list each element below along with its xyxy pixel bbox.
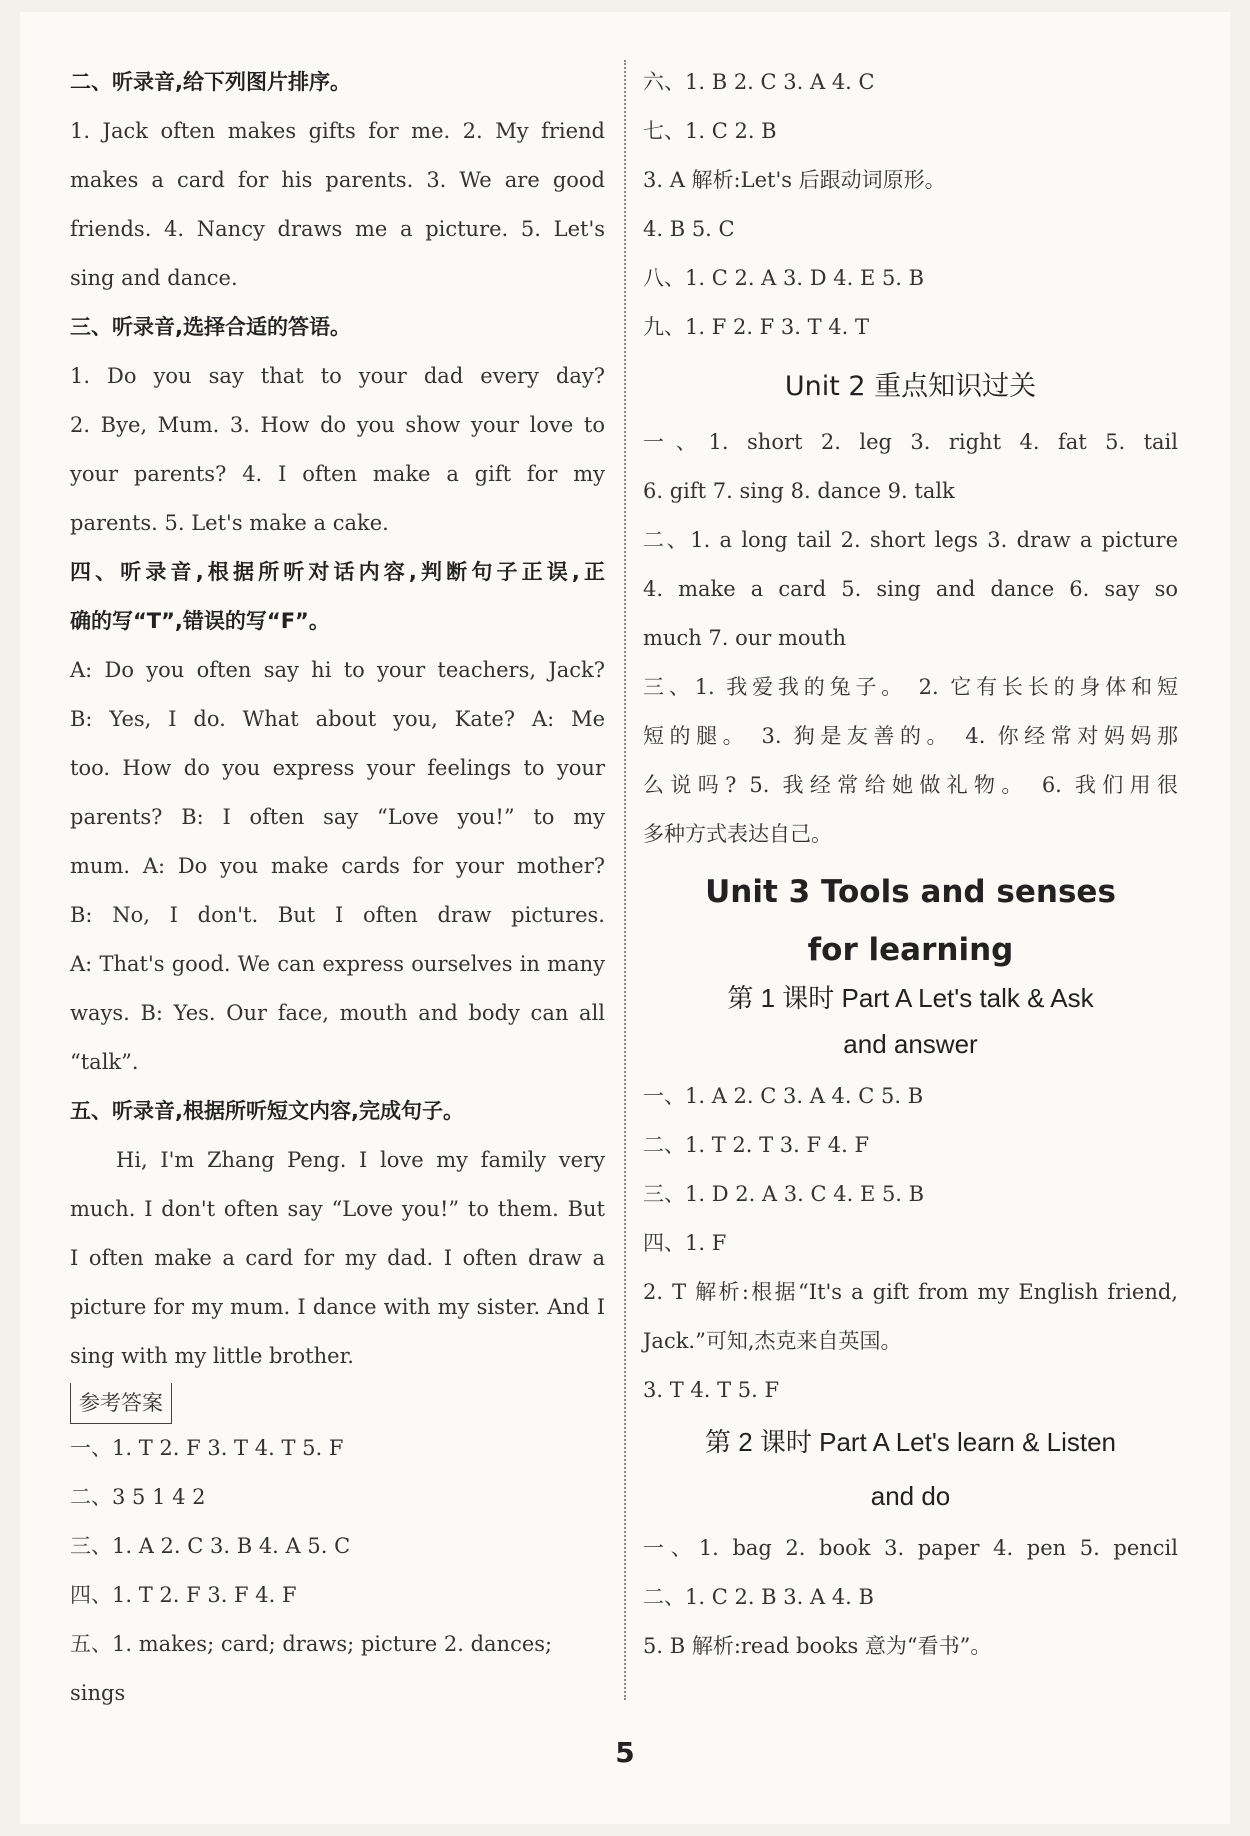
text-line: 多种方式表达自己。	[643, 822, 832, 846]
answer-line: 3. A 解析:Let's 后跟动词原形。	[643, 168, 946, 192]
text-line: B: Yes, I do. What about you, Kate? A: Me	[70, 707, 605, 731]
lesson2-answers	[643, 1524, 1178, 1671]
text-line: Jack.”可知,杰克来自英国。	[643, 1329, 902, 1353]
unit2-answers	[643, 418, 1178, 859]
answer-line: 五、1. makes; card; draws; picture 2. dances;	[70, 1632, 553, 1656]
lesson1-heading-line1: 第 1 课时 Part A Let's talk & Ask	[727, 983, 1094, 1013]
text-line: friends. 4. Nancy draws me a picture. 5. Let's	[70, 217, 605, 241]
text-line: B: No, I don't. But I often draw pictures.	[70, 903, 605, 927]
text-line: Hi, I'm Zhang Peng. I love my family very	[116, 1148, 605, 1172]
text-line: 三、1. D 2. A 3. C 4. E 5. B	[643, 1182, 925, 1206]
text-line: ways. B: Yes. Our face, mouth and body can all	[70, 1001, 605, 1025]
answer-line: 一、1. T 2. F 3. T 4. T 5. F	[70, 1436, 344, 1460]
text-line: 2. Bye, Mum. 3. How do you show your love to	[70, 413, 605, 437]
answer-key-lines	[70, 1424, 605, 1718]
answer-line: 三、1. A 2. C 3. B 4. A 5. C	[70, 1534, 351, 1558]
answer-line: 八、1. C 2. A 3. D 4. E 5. B	[643, 266, 925, 290]
answer-line: sings	[70, 1681, 126, 1705]
text-line: picture for my mum. I dance with my sister. And I	[70, 1295, 605, 1319]
text-line: too. How do you express your feelings to your	[70, 756, 605, 780]
answer-key-label: 参考答案	[70, 1383, 172, 1424]
text-line: 4. make a card 5. sing and dance 6. say so	[643, 577, 1178, 601]
answer-key-heading	[70, 1383, 605, 1424]
text-line: mum. A: Do you make cards for your mother?	[70, 854, 605, 878]
text-line: “talk”.	[70, 1050, 139, 1074]
answer-line: 六、1. B 2. C 3. A 4. C	[643, 70, 875, 94]
section-heading: 二、听录音,给下列图片排序。	[70, 70, 351, 94]
lesson1-heading-line2: and answer	[843, 1029, 978, 1059]
text-line: your parents? 4. I often make a gift for my	[70, 462, 605, 486]
text-line: 三、1. 我爱我的兔子。 2. 它有长长的身体和短	[643, 675, 1178, 699]
text-line: 一、1. short 2. leg 3. right 4. fat 5. tail	[643, 430, 1178, 454]
unit1-answers-continued	[643, 58, 1178, 352]
text-line: 短的腿。 3. 狗是友善的。 4. 你经常对妈妈那	[643, 724, 1178, 748]
answer-line: 4. B 5. C	[643, 217, 735, 241]
lesson2-heading-line1: 第 2 课时 Part A Let's learn & Listen	[704, 1427, 1117, 1457]
text-line: A: Do you often say hi to your teachers, Jack?	[70, 658, 605, 682]
text-line: 二、1. T 2. T 3. F 4. F	[643, 1133, 870, 1157]
text-line: 1. Do you say that to your dad every day?	[70, 364, 605, 388]
text-line: 1. Jack often makes gifts for me. 2. My friend	[70, 119, 605, 143]
section-heading: 确的写“T”,错误的写“F”。	[70, 609, 330, 633]
section-heading: 三、听录音,选择合适的答语。	[70, 315, 351, 339]
section-heading: 五、听录音,根据所听短文内容,完成句子。	[70, 1099, 464, 1123]
text-line: much 7. our mouth	[643, 626, 847, 650]
left-lines	[70, 58, 605, 1381]
text-line: much. I don't often say “Love you!” to them. But	[70, 1197, 605, 1221]
text-line: 一、1. bag 2. book 3. paper 4. pen 5. pencil	[643, 1536, 1178, 1560]
answer-line: 四、1. T 2. F 3. F 4. F	[70, 1583, 297, 1607]
text-line: 一、1. A 2. C 3. A 4. C 5. B	[643, 1084, 924, 1108]
text-line: 四、1. F	[643, 1231, 727, 1255]
text-line: sing with my little brother.	[70, 1344, 354, 1368]
right-column	[643, 58, 1178, 1671]
text-line: 5. B 解析:read books 意为“看书”。	[643, 1634, 992, 1658]
lesson2-heading-line2: and do	[870, 1481, 951, 1511]
text-line: parents. 5. Let's make a cake.	[70, 511, 389, 535]
unit2-heading: Unit 2 重点知识过关	[784, 371, 1037, 402]
text-line: makes a card for his parents. 3. We are good	[70, 168, 605, 192]
lesson1-answers	[643, 1072, 1178, 1415]
answer-line: 二、3 5 1 4 2	[70, 1485, 206, 1509]
unit3-heading-line2: for learning	[807, 932, 1014, 968]
text-line: 二、1. a long tail 2. short legs 3. draw a picture	[643, 528, 1178, 552]
text-line: 2. T 解析:根据“It's a gift from my English friend,	[643, 1280, 1178, 1304]
section-heading: 四、听录音,根据所听对话内容,判断句子正误,正	[70, 560, 605, 584]
left-column	[70, 58, 605, 1718]
text-line: 6. gift 7. sing 8. dance 9. talk	[643, 479, 955, 503]
answer-line: 七、1. C 2. B	[643, 119, 777, 143]
column-divider	[624, 60, 626, 1700]
text-line: 么说吗? 5. 我经常给她做礼物。 6. 我们用很	[643, 773, 1178, 797]
text-line: sing and dance.	[70, 266, 238, 290]
text-line: A: That's good. We can express ourselves in many	[70, 952, 605, 976]
text-line: I often make a card for my dad. I often draw a	[70, 1246, 605, 1270]
answer-line: 九、1. F 2. F 3. T 4. T	[643, 315, 870, 339]
page-number: 5	[615, 1736, 635, 1769]
text-line: parents? B: I often say “Love you!” to my	[70, 805, 605, 829]
unit3-heading-line1: Unit 3 Tools and senses	[705, 874, 1116, 910]
text-line: 3. T 4. T 5. F	[643, 1378, 780, 1402]
text-line: 二、1. C 2. B 3. A 4. B	[643, 1585, 874, 1609]
